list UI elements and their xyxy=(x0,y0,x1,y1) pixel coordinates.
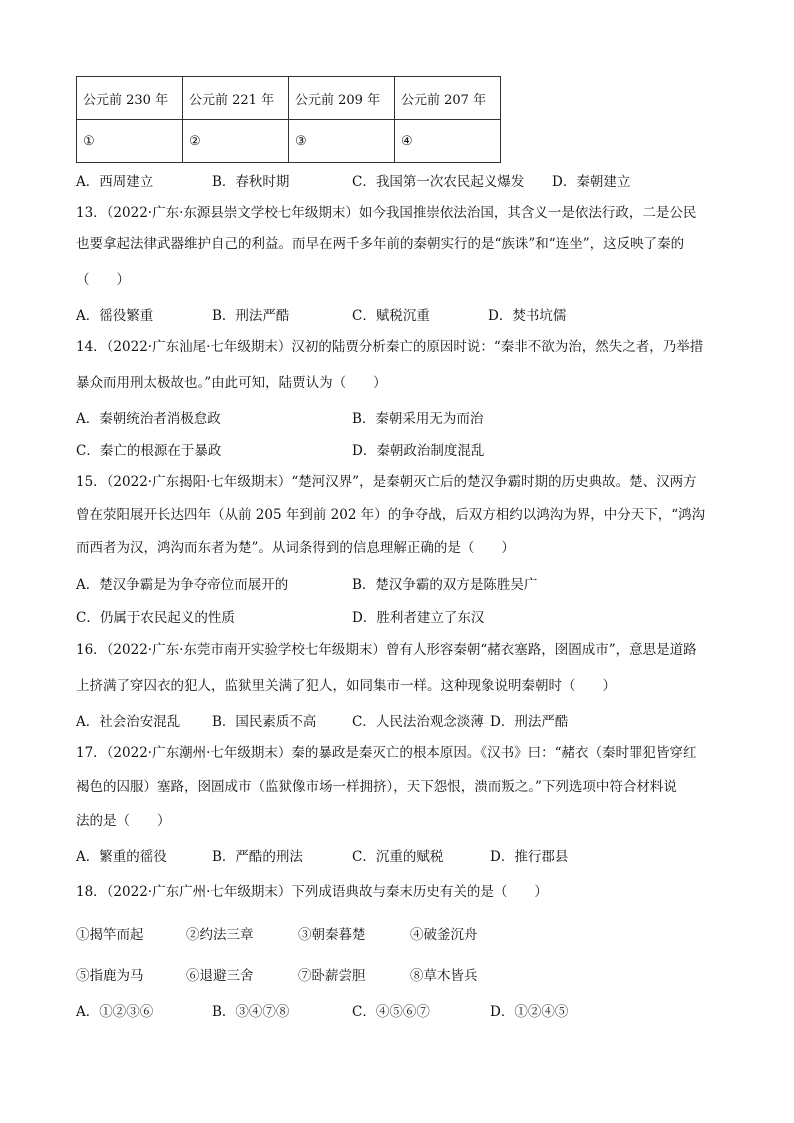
q16-option-c[interactable]: C．人民法治观念淡薄 xyxy=(352,714,484,730)
q15-option-c[interactable]: C．仍属于农民起义的性质 xyxy=(76,610,235,626)
q13-stem-line: （ ） xyxy=(76,272,130,288)
q15-option-d[interactable]: D．胜利者建立了东汉 xyxy=(352,610,485,626)
table-cell: 公元前 209 年 xyxy=(289,77,395,120)
timeline-table xyxy=(76,76,501,163)
q14-stem-line: 14．（2022·广东汕尾·七年级期末）汉初的陆贾分析秦亡的原因时说：“秦非不欲为治，然失之者，乃举措 xyxy=(76,339,704,355)
q14-stem-line: 暴众而用刑太极故也。”由此可知，陆贾认为（ ） xyxy=(76,375,387,391)
q17-stem-line: 17．（2022·广东潮州·七年级期末）秦的暴政是秦灭亡的根本原因。《汉书》曰：“赭衣（秦时罪犯皆穿红 xyxy=(76,745,697,761)
q18-option-c[interactable]: C．④⑤⑥⑦ xyxy=(352,1004,430,1020)
idiom-item: ②约法三章 xyxy=(186,927,254,943)
table-row-marks xyxy=(77,120,501,163)
q12-option-a[interactable]: A．西周建立 xyxy=(76,174,154,190)
q17-option-b[interactable]: B．严酷的刑法 xyxy=(212,849,303,865)
table-cell: 公元前 207 年 xyxy=(395,77,501,120)
q15-option-b[interactable]: B．楚汉争霸的双方是陈胜吴广 xyxy=(352,577,538,593)
idiom-item: ⑤指鹿为马 xyxy=(76,968,144,984)
q16-stem-line: 16．（2022·广东·东莞市南开实验学校七年级期末）曾有人形容秦朝“赭衣塞路，囹圄成市”，意思是道路 xyxy=(76,642,697,658)
q13-option-d[interactable]: D．焚书坑儒 xyxy=(488,308,567,324)
q15-option-a[interactable]: A．楚汉争霸是为争夺帝位而展开的 xyxy=(76,577,289,593)
q13-stem-line: 13．（2022·广东·东源县崇文学校七年级期末）如今我国推崇依法治国，其含义一是依法行政，二是公民 xyxy=(76,205,697,221)
table-cell: ① xyxy=(77,120,183,163)
q13-option-c[interactable]: C．赋税沉重 xyxy=(352,308,430,324)
q18-stem-line: 18．（2022·广东广州·七年级期末）下列成语典故与秦末历史有关的是（ ） xyxy=(76,884,548,900)
q17-stem-line: 褐色的囚服）塞路，囹圄成市（监狱像市场一样拥挤），天下怨恨，溃而叛之。”下列选项中符合材料说 xyxy=(76,779,677,795)
table-row-years xyxy=(77,77,501,120)
q13-option-b[interactable]: B．刑法严酷 xyxy=(212,308,290,324)
idiom-item: ④破釜沉舟 xyxy=(410,927,478,943)
q12-option-d[interactable]: D．秦朝建立 xyxy=(552,174,631,190)
q15-stem-line: 曾在荥阳展开长达四年（从前 205 年到前 202 年）的争夺战，后双方相约以鸿沟为界，中分天下，“鸿沟 xyxy=(76,507,706,523)
q18-option-a[interactable]: A．①②③⑥ xyxy=(76,1004,154,1020)
q16-option-a[interactable]: A．社会治安混乱 xyxy=(76,714,181,730)
q13-stem-line: 也要拿起法律武器维护自己的利益。而早在两千多年前的秦朝实行的是“族诛”和“连坐”，这反映了秦的 xyxy=(76,236,685,252)
q14-option-c[interactable]: C．秦亡的根源在于暴政 xyxy=(76,443,222,459)
q17-option-c[interactable]: C．沉重的赋税 xyxy=(352,849,444,865)
q12-option-c[interactable]: C．我国第一次农民起义爆发 xyxy=(352,174,525,190)
q16-option-d[interactable]: D．刑法严酷 xyxy=(490,714,569,730)
idiom-item: ①揭竿而起 xyxy=(76,927,144,943)
q14-option-a[interactable]: A．秦朝统治者消极怠政 xyxy=(76,411,221,427)
q15-stem-line: 而西者为汉，鸿沟而东者为楚”。从词条得到的信息理解正确的是（ ） xyxy=(76,540,515,556)
table-cell: ③ xyxy=(289,120,395,163)
idiom-item: ③朝秦暮楚 xyxy=(298,927,366,943)
q12-option-b[interactable]: B．春秋时期 xyxy=(212,174,290,190)
q13-option-a[interactable]: A．徭役繁重 xyxy=(76,308,154,324)
idiom-item: ⑥退避三舍 xyxy=(186,968,254,984)
table-cell: 公元前 221 年 xyxy=(183,77,289,120)
q14-option-d[interactable]: D．秦朝政治制度混乱 xyxy=(352,443,485,459)
idiom-item: ⑧草木皆兵 xyxy=(410,968,478,984)
q14-option-b[interactable]: B．秦朝采用无为而治 xyxy=(352,411,484,427)
q18-option-d[interactable]: D．①②④⑤ xyxy=(490,1004,569,1020)
q17-option-a[interactable]: A．繁重的徭役 xyxy=(76,849,167,865)
q16-stem-line: 上挤满了穿囚衣的犯人，监狱里关满了犯人，如同集市一样。这种现象说明秦朝时（ ） xyxy=(76,678,616,694)
table-cell: ② xyxy=(183,120,289,163)
q17-stem-line: 法的是（ ） xyxy=(76,813,171,829)
idiom-item: ⑦卧薪尝胆 xyxy=(298,968,366,984)
table-cell: 公元前 230 年 xyxy=(77,77,183,120)
q17-option-d[interactable]: D．推行郡县 xyxy=(490,849,569,865)
q15-stem-line: 15．（2022·广东揭阳·七年级期末）“楚河汉界”，是秦朝灭亡后的楚汉争霸时期的历史典故。楚、汉两方 xyxy=(76,474,697,490)
q16-option-b[interactable]: B．国民素质不高 xyxy=(212,714,317,730)
q18-option-b[interactable]: B．③④⑦⑧ xyxy=(212,1004,290,1020)
table-cell: ④ xyxy=(395,120,501,163)
